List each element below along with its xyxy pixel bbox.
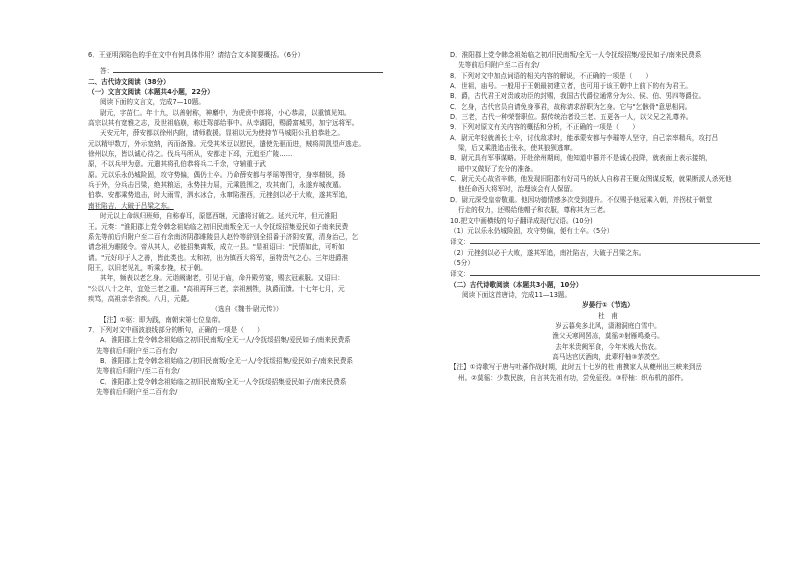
q9-option-b-cont: 暗中又做好了充分的准备。	[458, 164, 538, 173]
passage-line: 天安元年，薛安都以徐州内附，请师救援。显祖以元为使持节马城阳公孔伯恭赴之。	[100, 129, 344, 138]
q10-2-translation-line[interactable]: 译文：	[450, 268, 766, 279]
q8-option-d[interactable]: D．三老，古代一种荣誉职位。据传统治者设三老、五更各一人，以父兄之礼尊养。	[450, 113, 693, 122]
q10-part-1: （1）元以乐永仍城险固，攻守势偏，便有士卒。（5分）	[450, 226, 614, 235]
q9-option-d[interactable]: D．尉元深受皇帝敬重。他因功德情感多次受到提升。不仅赐予他冠乘入朝，并拐杖于朝堂	[450, 195, 713, 204]
passage-source: （选自《魏书·尉元传》）	[211, 305, 283, 314]
poem-line: 岁云暮矣多北风，潇湘洞庭白雪中。	[555, 321, 661, 330]
passage-line: 系先等前后归附户至二百有余南济阴郡睢陵县人赵怜等辞别全招番于济阴安置，清身治己，乞	[88, 232, 359, 241]
poem-title: 岁晏行①（节选）	[582, 301, 634, 310]
q7-option-a-cont: 先等前后归附户至二百有余/	[96, 346, 178, 355]
poem-line: 高马达官厌酒肉，此辈杼柚③茅茨空。	[552, 352, 664, 361]
q9-option-c-cont: 他任命西大将军时，治理该会有人保留。	[458, 185, 577, 194]
passage-line: 高宗以其有宽雅之志，及世祖临崩，称迁驾部给事中。从幸湖阳，赐爵富城男，加宁远将军。	[88, 119, 359, 128]
q10-1-translation-line[interactable]: 译文：	[450, 236, 766, 247]
passage-line: 其年，频表以老乞身。元诣阙谢老，引见于庙，命升殿劳宴，赐玄冠素服。又诏曰：	[100, 274, 344, 283]
poem-line: 去年米贵阙军食，今年米贱大伤农。	[555, 342, 661, 351]
question-7: 7．下列对文中画波浪线部分的断句，正确的一项是（ ）	[88, 325, 264, 334]
passage-line: 请。"元好印于人之善，皆此类也。太和初，出为镇西大将军，虽特贵气之心。三年进爵淮	[88, 253, 349, 262]
answer-line[interactable]: 答：	[88, 65, 406, 76]
question-10: 10.把文中画横线的句子翻译成现代汉语。(10分)	[450, 216, 593, 225]
q9-option-c[interactable]: C．尉元关心故省辛韩，他发现旧阳郡有好司马的妖人自称君王聚众图谋反叛，就果断派人杀死他	[450, 175, 732, 184]
section-2-title: 二、古代诗文阅读（38分）	[88, 77, 170, 86]
question-9: 9．下列对原文有关内容的概括和分析，不正确的一项是（ ）	[450, 123, 639, 132]
q7-option-a[interactable]: A．淮阳郡上党令韩念祖始临之初旧民南叛/全无一人/令抚绥招集/爱民如子/南来民费系	[100, 336, 351, 345]
q9-option-a-cont: 梁，后又乘胜追击张永，使其狼狈逃窜。	[458, 144, 577, 153]
q8-option-a[interactable]: A．世祖，庙号。一般用于王朝最初建立者，也可用于该王朝中上前下的有为君王。	[450, 82, 692, 91]
passage-line: 徐州以东，皆以诚心待之。伐兵马所从，安都走下邳，元追至广陵……	[88, 150, 293, 159]
left-column	[88, 50, 406, 397]
subsection-classical-prose: （一）文言文阅读（本题共4小题，22分）	[88, 88, 214, 97]
passage-line: 原。元以乐永仍城险固，攻守势偏，偶仍士卒。乃命薛安都与孝瑶等图守，身率精锐，扬	[88, 170, 346, 179]
poem-note-cont: 州。②莫徭：少数民族，自言其先祖有功，尝免征役。③杼柚：织布机的部件。	[458, 373, 688, 382]
passage-line: 伯恭、安都乘势追击，时大雨雪，泗水冰合，永窜陷淮西，元挫剑以必于大败，遂其军追，	[88, 191, 352, 200]
poem-line: 渔父天寒网罟冻，莫徭②射雁鸣桑弓。	[552, 332, 664, 341]
passage-line: 原，不以兵甲为意。元遣其将孔伯恭将兵二千余，守辅重于武	[88, 160, 267, 169]
passage-line: 疾笃，高祖亲幸省疾。八月，元薨。	[88, 294, 194, 303]
passage-line: 时元以上命纵归班师，自称春耳，原愿西继，元遣将讨破之。延兴元年，但元淮阳	[100, 212, 338, 221]
passage-line: 兵于外，分兵击吕梁，绝其粮运，永势挂力屈，元乘胜围之，攻其南门，永遂弃城夜遁。	[88, 181, 346, 190]
poem-intro: 阅读下面这首唐诗，完成11—13题。	[462, 290, 572, 299]
subsection-poetry: （二）古代诗歌阅读（本题共3小题，10分）	[450, 280, 583, 289]
right-column	[450, 50, 766, 383]
poem-note: 【注】①诗歌写于唐与吐蕃作战时期，此时五十七岁的杜 甫携家人从夔州出三峡来到岳	[450, 363, 702, 372]
q7-option-b[interactable]: B．淮阳郡上党令韩念祖始临之/初旧民南叛/全无一人/令抚绥招集/爱民如子/南来民费系	[100, 356, 354, 365]
q7-option-c[interactable]: C．淮阳郡上党令韩念祖始临之初旧民南叛/全无一人令抚绥招集爱民如子/南来民费系	[100, 377, 347, 386]
passage-line: "公以八十之年，宜处三老之重。"高祖再拜三老，亲祖割牲，执爵而馈。十七年七月，元	[88, 284, 345, 293]
passage-line: 尉元，字苗仁。年十九，以善射称，神麝中，为虎贲中郎将，小心恭肃，以重慎见知。	[100, 108, 351, 117]
q7-option-d[interactable]: D．淮阳郡上党令韩念祖始临之初/旧民南叛/全无一人令抚绥招集/爱民如子/南来民费系	[450, 51, 702, 59]
reading-intro: 阅读下面的文言文，完成7—10题。	[100, 98, 205, 107]
q7-option-d-cont: 先等前后归附户至二百有余/	[458, 61, 540, 70]
q9-option-b[interactable]: B．尉元具有军事谋略。开赴徐州期间，他知道申篡并不是诚心投降，就表面上表示接纳，	[450, 154, 712, 163]
passage-line: 元以精甲数万，外示宽纳，丙而备豫。元受其米豆以慰民，遣使先驱而进，贼将周凯望声逃走。	[88, 139, 365, 148]
q9-option-a[interactable]: A．尉元年轻就善长士卒，讨伐敌求时，能承蒙安都与李璀等人坚守，自己亲率精兵，攻打吕	[450, 133, 719, 142]
passage-line-underlined: 南社陷吉，大破于吕梁之东。	[88, 201, 174, 210]
q9-option-d-cont: 行走的权力，还赐给他帽子和衣服，尊称其为三老。	[458, 206, 610, 215]
q10-part-2-score: （5分）	[450, 258, 474, 267]
passage-line: 王。元奏："淮阳郡上党令韩念祖始临之初旧民南叛全无一人令抚绥招集爱民如子南来民费	[88, 222, 349, 231]
question-8: 8．下列对文中加点词语的相关内容的解说，不正确的一项是（ ）	[450, 71, 653, 80]
passage-note: 【注】①驱：即为践，南朝宋第七位皇帝。	[100, 315, 225, 324]
q8-option-c[interactable]: C．乞身，古代官员自请免身事君，故称请求辞职为乞身。它与"乞骸骨"意思相同。	[450, 102, 692, 111]
q8-option-b[interactable]: B．爵，古代君王对贵戚功臣的封赐，我国古代爵位通常分为公、侯、伯、男四等爵位。	[450, 92, 706, 101]
q7-option-b-cont: 先等前后归附户/至二百有余/	[96, 367, 180, 376]
q7-option-c-cont: 先等前后归附户至二百有余/	[96, 388, 178, 396]
passage-line: 阳王，以旧老见礼，听乘步挽，杖于朝。	[88, 263, 207, 272]
question-6: 6．王亚明深陷色的手在文中有何具体作用？请结合文本简要概括。（6分）	[88, 51, 305, 59]
poem-author: 杜 甫	[598, 311, 618, 320]
passage-line: 请念祖为睢陵令。帝从其人，必能招集离叛，成立一县。"显祖诏曰："民情如此，可听如	[88, 243, 345, 252]
q10-part-2: （2）元挫剑以必于大败，遂其军追，南社陷吉，大破于吕梁之东。	[450, 248, 646, 257]
